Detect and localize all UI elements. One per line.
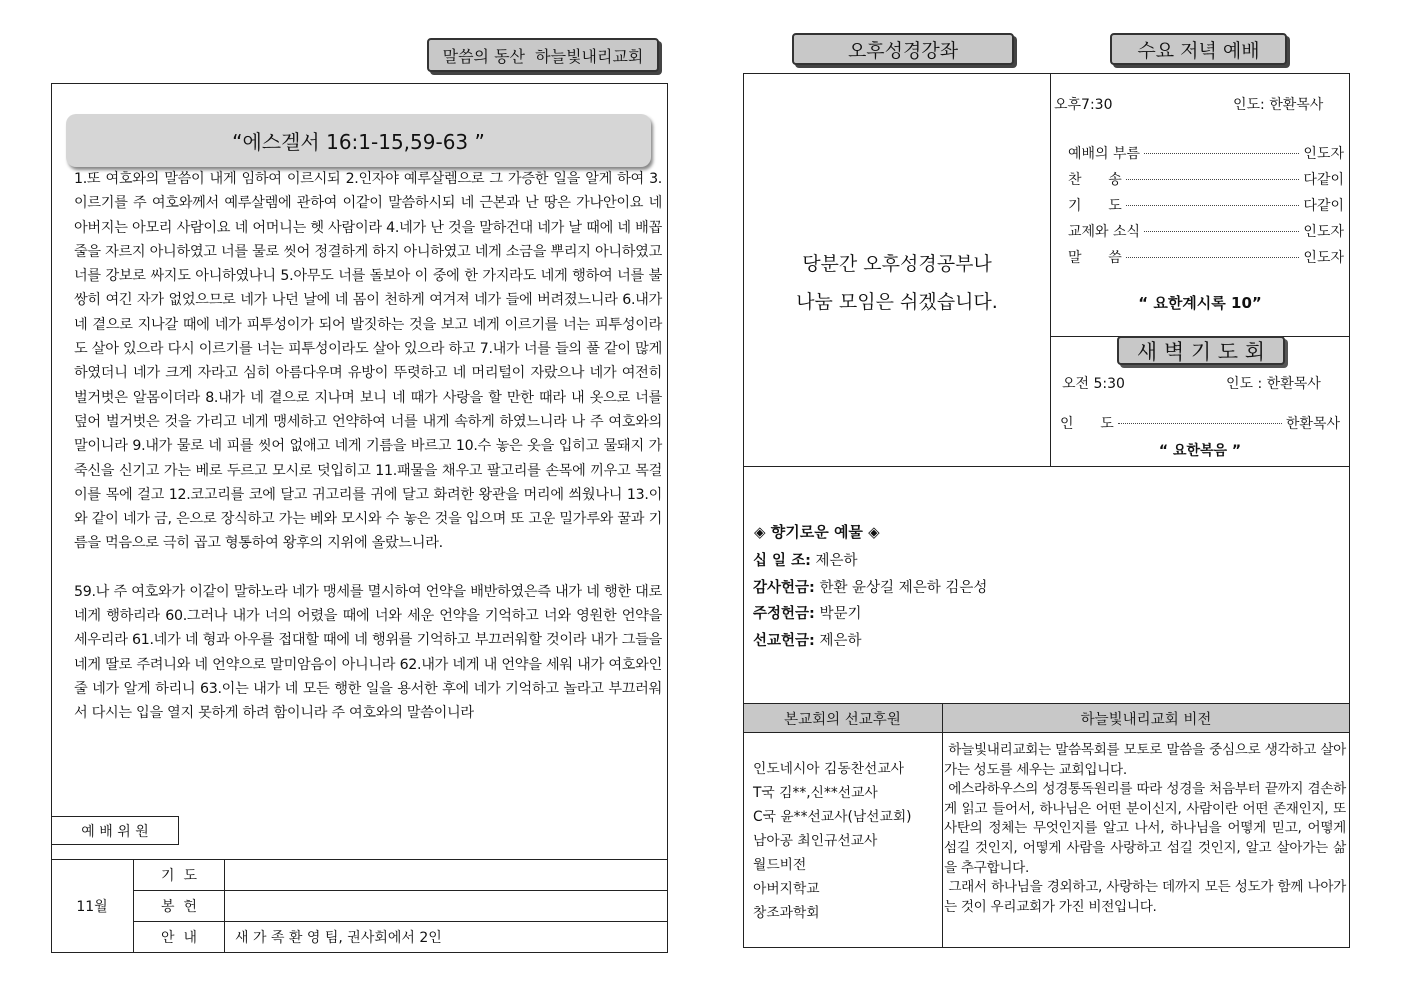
dawn-time: 오전 5:30 <box>1062 376 1125 392</box>
dot-leader <box>1126 204 1300 206</box>
offering-label: 감사헌금: <box>753 579 815 596</box>
wednesday-sermon: “ 요한계시록 10” <box>1138 294 1262 312</box>
duty-role: 안 내 <box>134 922 225 953</box>
offering-names: 제은하 <box>819 632 862 649</box>
vision-paragraph: 그래서 하나님을 경외하고, 사랑하는 데까지 모든 성도가 함께 나아가는 것이 우리교회가 가진 비전입니다. <box>944 879 1346 915</box>
mission-item: C국 윤**선교사(남선교회) <box>753 809 912 825</box>
dot-leader <box>1126 256 1300 258</box>
order-item <box>1068 218 1344 244</box>
duty-month: 11월 <box>51 860 134 953</box>
scripture-title-banner <box>66 114 651 167</box>
wednesday-service-tag <box>1110 33 1287 65</box>
mission-header: 본교회의 선교후원 <box>784 712 901 728</box>
order-item <box>1068 192 1344 218</box>
wednesday-order-list <box>1068 140 1344 270</box>
dawn-leader: 인도 : 한환목사 <box>1226 376 1321 392</box>
mission-item: 월드비전 <box>753 857 807 873</box>
right-top-divider <box>1050 73 1051 467</box>
order-item <box>1068 244 1344 270</box>
offering-item <box>753 575 987 602</box>
duty-value: 새 가 족 환 영 팀, 권사회에서 2인 <box>225 922 668 953</box>
offering-label: 주정헌금: <box>753 606 815 622</box>
order-label: 기 도 <box>1068 198 1122 214</box>
duty-value <box>225 860 668 891</box>
dawn-sermon: “ 요한복음 ” <box>1158 443 1242 459</box>
mission-vision-divider <box>942 703 943 948</box>
offering-heading: ◈ 향기로운 예물 ◈ <box>754 523 880 541</box>
wednesday-leader: 인도: 한환목사 <box>1233 97 1324 113</box>
offering-item <box>753 601 987 628</box>
mission-item: 인도네시아 김동찬선교사 <box>753 761 904 777</box>
vision-text <box>944 741 1351 917</box>
notice-line-2: 나눔 모임은 쉬겠습니다. <box>796 291 998 313</box>
duty-value <box>225 891 668 922</box>
order-person: 인도자 <box>1303 146 1344 162</box>
afternoon-notice <box>744 245 1050 321</box>
offering-item <box>753 628 987 655</box>
order-label: 교제와 소식 <box>1068 224 1141 240</box>
mission-list <box>753 757 912 925</box>
duty-role: 봉 헌 <box>134 891 225 922</box>
order-label: 찬 송 <box>1068 172 1122 188</box>
vision-header: 하늘빛내리교회 비전 <box>1080 712 1212 728</box>
duty-role: 기 도 <box>134 860 225 891</box>
committee-label-box <box>51 816 179 845</box>
wednesday-time: 오후7:30 <box>1054 97 1113 113</box>
mission-item: 아버지학교 <box>753 881 820 897</box>
order-label: 말 씀 <box>1068 250 1122 266</box>
dawn-lead-person: 한환목사 <box>1285 416 1340 432</box>
dot-leader <box>1118 422 1282 424</box>
church-name-tag <box>427 38 659 72</box>
order-label: 예배의 부름 <box>1068 146 1141 162</box>
wednesday-service-title: 수요 저녁 예배 <box>1137 39 1260 62</box>
offering-label: 십 일 조: <box>753 553 811 569</box>
offering-list <box>753 548 987 654</box>
offering-names: 한환 윤상길 제은하 김은성 <box>819 579 988 596</box>
dawn-lead-label: 인 도 <box>1060 416 1114 432</box>
offering-names: 제은하 <box>815 553 858 569</box>
order-person: 다같이 <box>1303 172 1344 188</box>
scripture-paragraph-2: 59.나 주 여호와가 이같이 말하노라 네가 맹세를 멸시하여 언약을 배반하였은즉 내가 네 행한 대로 네게 행하리라 60.그러나 내가 너의 어렸을 때에 너와 세운 언약을 기억하고 너와 영원한 언약을 세우리라 61.네가 네 형과 아우를 접대할 때에 네 행위를 기억하고 부끄러워할 것이라 내가 그들을 네게 딸로 주려니와 네 언약으로 말미암음이 아니니라 62.내가 네게 내 언약을 세워 내가 여호와인 줄 네가 알게 하리니 63.이는 내가 네 모든 행한 일을 용서한 후에 네가 기억하고 놀라고 부끄러워서 다시는 입을 열지 못하게 하려 함이니라 주 여호와의 말씀이니라 <box>74 583 662 722</box>
committee-label: 예 배 위 원 <box>81 823 149 840</box>
scripture-paragraph-1: 1.또 여호와의 말씀이 내게 임하여 이르시되 2.인자야 예루살렘으로 그 가증한 일을 알게 하여 3.이르기를 주 여호와께서 예루살렘에 관하여 이같이 말씀하시되 네 근본과 난 땅은 가나안이요 네 아버지는 아모리 사람이요 네 어머니는 헷 사람이라 4.네가 난 것을 말하건대 네가 날 때에 네 배꼽 줄을 자르지 아니하였고 너를 물로 씻어 정결하게 하지 아니하였고 네게 소금을 뿌리지 아니하였고 너를 강보로 싸지도 아니하였나니 5.아무도 너를 돌보아 이 중에 한 가지라도 네게 행하여 너를 불쌍히 여긴 자가 없었으므로 네가 나던 날에 네 몸이 천하게 여겨져 네가 들에 버려졌느니라 6.내가 네 곁으로 지나갈 때에 네가 피투성이가 되어 발짓하는 것을 보고 네게 이르기를 너는 피투성이라도 살아 있으라 다시 이르기를 너는 피투성이라도 살아 있으라 하고 7.내가 너를 들의 풀 같이 많게 하였더니 네가 크게 자라고 심히 아름다우며 유방이 뚜렷하고 네 머리털이 자랐으나 네가 여전히 벌거벗은 알몸이더라 8.내가 네 곁으로 지나며 보니 네 때가 사랑을 할 만한 때라 내 옷으로 너를 덮어 벌거벗은 것을 가리고 네게 맹세하고 언약하여 너를 내게 속하게 하였느니라 나 주 여호와의 말이니라 9.내가 물로 네 피를 씻어 없애고 네게 기름을 바르고 10.수 놓은 옷을 입히고 물돼지 가죽신을 신기고 가는 베로 두르고 모시로 덧입히고 11.패물을 채우고 팔고리를 손목에 끼우고 목걸이를 목에 걸고 12.코고리를 코에 달고 귀고리를 귀에 달고 화려한 왕관을 머리에 씌웠나니 13.이와 같이 네가 금, 은으로 장식하고 가는 베와 모시와 수 놓은 것을 입으며 또 고운 밀가루와 꿀과 기름을 먹음으로 극히 곱고 형통하여 왕후의 지위에 올랐느니라. <box>74 171 662 552</box>
offering-names: 박문기 <box>819 606 862 622</box>
dawn-prayer-title: 새 벽 기 도 회 <box>1136 339 1266 364</box>
dot-leader <box>1144 230 1299 232</box>
afternoon-class-title: 오후성경강좌 <box>847 39 959 62</box>
dawn-lead-row <box>1060 410 1340 436</box>
offering-label: 선교헌금: <box>753 632 815 649</box>
order-person: 인도자 <box>1303 224 1344 240</box>
scripture-text <box>74 167 662 726</box>
church-name-text: 말씀의 동산 하늘빛내리교회 <box>442 46 644 66</box>
mission-item: 창조과학회 <box>753 905 820 921</box>
dawn-prayer-tag <box>1117 336 1285 365</box>
vision-paragraph: 에스라하우스의 성경통독원리를 따라 성경을 처음부터 끝까지 겸손하게 읽고 들어서, 하나님은 어떤 분이신지, 사람이란 어떤 존재인지, 또 사탄의 정체는 무엇인지를 알고 나서, 하나님을 어떻게 믿고, 어떻게 섬길 것인지, 어떻게 사람을 사랑하고 섬길 것인지, 알고 살아가는 삶을 추구합니다. <box>944 781 1351 876</box>
scripture-title: “에스겔서 16:1-15,59-63 ” <box>232 130 485 154</box>
mission-item: T국 김**,신**선교사 <box>753 785 878 801</box>
afternoon-class-tag <box>792 33 1014 65</box>
notice-line-1: 당분간 오후성경공부나 <box>802 253 992 275</box>
offering-item <box>753 548 987 575</box>
mission-item: 남아공 최인규선교사 <box>753 833 878 849</box>
order-person: 다같이 <box>1303 198 1344 214</box>
dot-leader <box>1144 152 1299 154</box>
vision-paragraph: 하늘빛내리교회는 말씀목회를 모토로 말씀을 중심으로 생각하고 살아가는 성도를 세우는 교회입니다. <box>944 742 1346 778</box>
order-item <box>1068 166 1344 192</box>
dot-leader <box>1126 178 1300 180</box>
order-item <box>1068 140 1344 166</box>
order-person: 인도자 <box>1303 250 1344 266</box>
duty-table <box>51 859 668 953</box>
